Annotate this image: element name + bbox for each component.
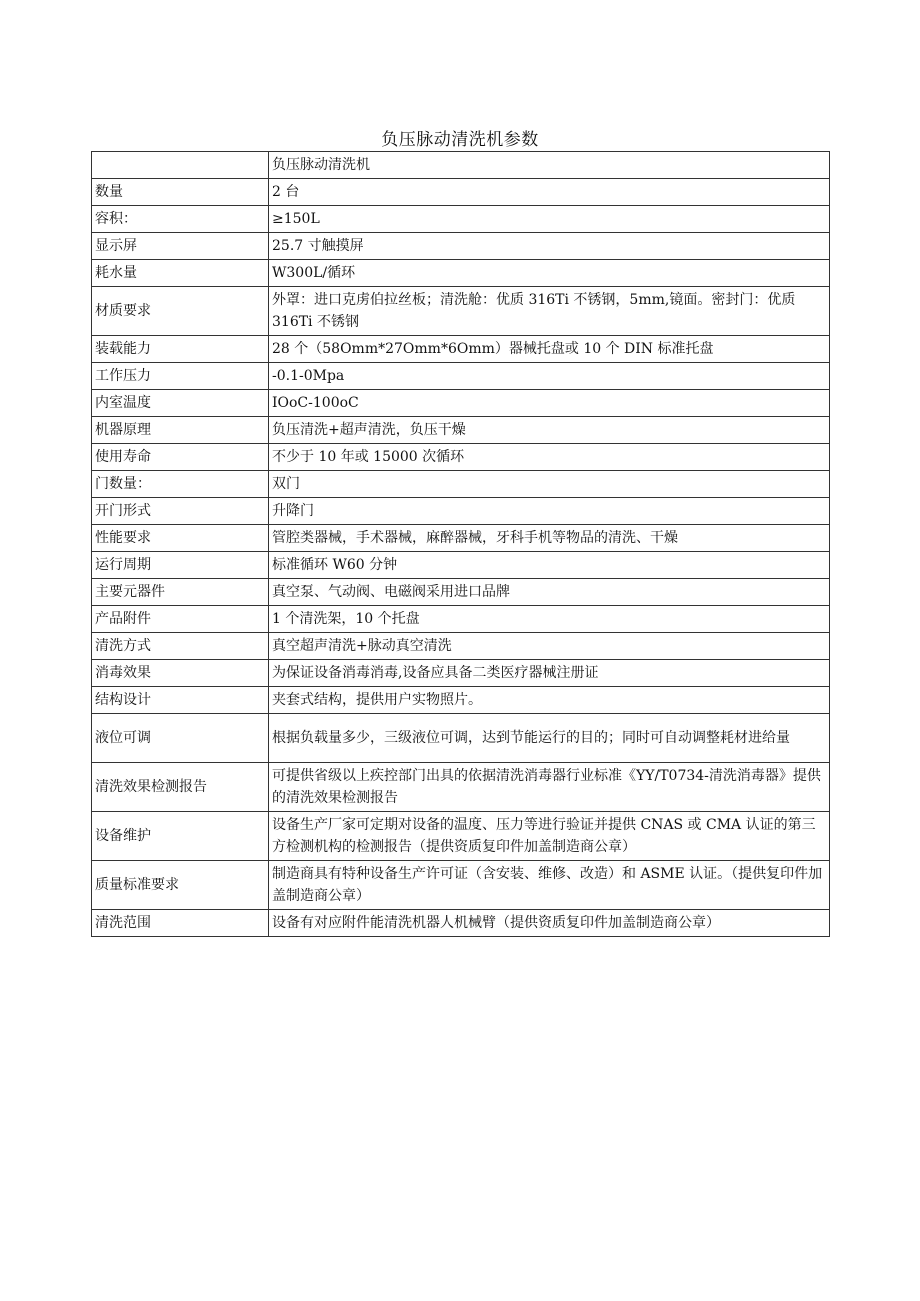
row-value: 25.7 寸触摸屏 <box>269 233 830 260</box>
row-value: 1 个清洗架，10 个托盘 <box>269 606 830 633</box>
row-label: 耗水量 <box>92 260 269 287</box>
table-row <box>92 861 830 910</box>
table-row <box>92 206 830 233</box>
row-value: ≥150L <box>269 206 830 233</box>
row-label: 运行周期 <box>92 552 269 579</box>
row-label: 内室温度 <box>92 390 269 417</box>
row-label: 使用寿命 <box>92 444 269 471</box>
table-row <box>92 763 830 812</box>
table-row <box>92 287 830 336</box>
row-label: 数量 <box>92 179 269 206</box>
row-label: 清洗范围 <box>92 910 269 937</box>
row-label: 质量标准要求 <box>92 861 269 910</box>
table-row <box>92 812 830 861</box>
table-row <box>92 363 830 390</box>
row-label: 液位可调 <box>92 714 269 763</box>
row-label: 产品附件 <box>92 606 269 633</box>
table-row <box>92 471 830 498</box>
table-row <box>92 687 830 714</box>
table-row <box>92 498 830 525</box>
table-row <box>92 552 830 579</box>
row-value: IOoC-100oC <box>269 390 830 417</box>
row-value: 真空泵、气动阀、电磁阀采用进口品牌 <box>269 579 830 606</box>
row-value: 夹套式结构，提供用户实物照片。 <box>269 687 830 714</box>
table-row <box>92 714 830 763</box>
table-row <box>92 910 830 937</box>
table-row <box>92 260 830 287</box>
row-value: 外罩：进口克虏伯拉丝板；清洗舱：优质 316Ti 不锈钢，5mm,镜面。密封门：优质 316Ti 不锈钢 <box>269 287 830 336</box>
row-value: W300L/循环 <box>269 260 830 287</box>
row-value: 升降门 <box>269 498 830 525</box>
table-row <box>92 579 830 606</box>
row-label: 开门形式 <box>92 498 269 525</box>
page-title: 负压脉动清洗机参数 <box>381 130 539 150</box>
row-label: 门数量： <box>92 471 269 498</box>
row-value: 28 个（58Omm*27Omm*6Omm）器械托盘或 10 个 DIN 标准托盘 <box>269 336 830 363</box>
row-label: 消毒效果 <box>92 660 269 687</box>
header-product-name: 负压脉动清洗机 <box>269 152 830 179</box>
row-value: 根据负载量多少，三级液位可调，达到节能运行的目的；同时可自动调整耗材进给量 <box>269 714 830 763</box>
table-row <box>92 336 830 363</box>
table-row <box>92 390 830 417</box>
spec-table <box>91 151 830 937</box>
row-value: 设备有对应附件能清洗机器人机械臂（提供资质复印件加盖制造商公章） <box>269 910 830 937</box>
row-label: 结构设计 <box>92 687 269 714</box>
row-label: 装载能力 <box>92 336 269 363</box>
row-value: 真空超声清洗+脉动真空清洗 <box>269 633 830 660</box>
row-label: 设备维护 <box>92 812 269 861</box>
table-row <box>92 525 830 552</box>
row-label: 清洗方式 <box>92 633 269 660</box>
row-value: 不少于 10 年或 15000 次循环 <box>269 444 830 471</box>
table-row <box>92 660 830 687</box>
table-row <box>92 633 830 660</box>
row-label: 清洗效果检测报告 <box>92 763 269 812</box>
row-label: 性能要求 <box>92 525 269 552</box>
row-value: 双门 <box>269 471 830 498</box>
row-label: 机器原理 <box>92 417 269 444</box>
row-value: 制造商具有特种设备生产许可证（含安装、维修、改造）和 ASME 认证。（提供复印件加盖制造商公章） <box>269 861 830 910</box>
row-value: -0.1-0Mpa <box>269 363 830 390</box>
table-header-row <box>92 152 830 179</box>
table-row <box>92 179 830 206</box>
table-row <box>92 233 830 260</box>
row-label: 容积： <box>92 206 269 233</box>
row-label: 材质要求 <box>92 287 269 336</box>
row-value: 为保证设备消毒消毒,设备应具备二类医疗器械注册证 <box>269 660 830 687</box>
header-key-cell <box>92 152 269 179</box>
table-row <box>92 417 830 444</box>
table-row <box>92 444 830 471</box>
row-value: 管腔类器械，手术器械，麻醉器械，牙科手机等物品的清洗、干燥 <box>269 525 830 552</box>
row-label: 主要元器件 <box>92 579 269 606</box>
table-row <box>92 606 830 633</box>
row-value: 标准循环 W60 分钟 <box>269 552 830 579</box>
row-label: 工作压力 <box>92 363 269 390</box>
row-value: 可提供省级以上疾控部门出具的依据清洗消毒器行业标准《YY/T0734-清洗消毒器》提供的清洗效果检测报告 <box>269 763 830 812</box>
row-label: 显示屏 <box>92 233 269 260</box>
row-value: 设备生产厂家可定期对设备的温度、压力等进行验证并提供 CNAS 或 CMA 认证的第三方检测机构的检测报告（提供资质复印件加盖制造商公章） <box>269 812 830 861</box>
row-value: 2 台 <box>269 179 830 206</box>
row-value: 负压清洗+超声清洗，负压干燥 <box>269 417 830 444</box>
